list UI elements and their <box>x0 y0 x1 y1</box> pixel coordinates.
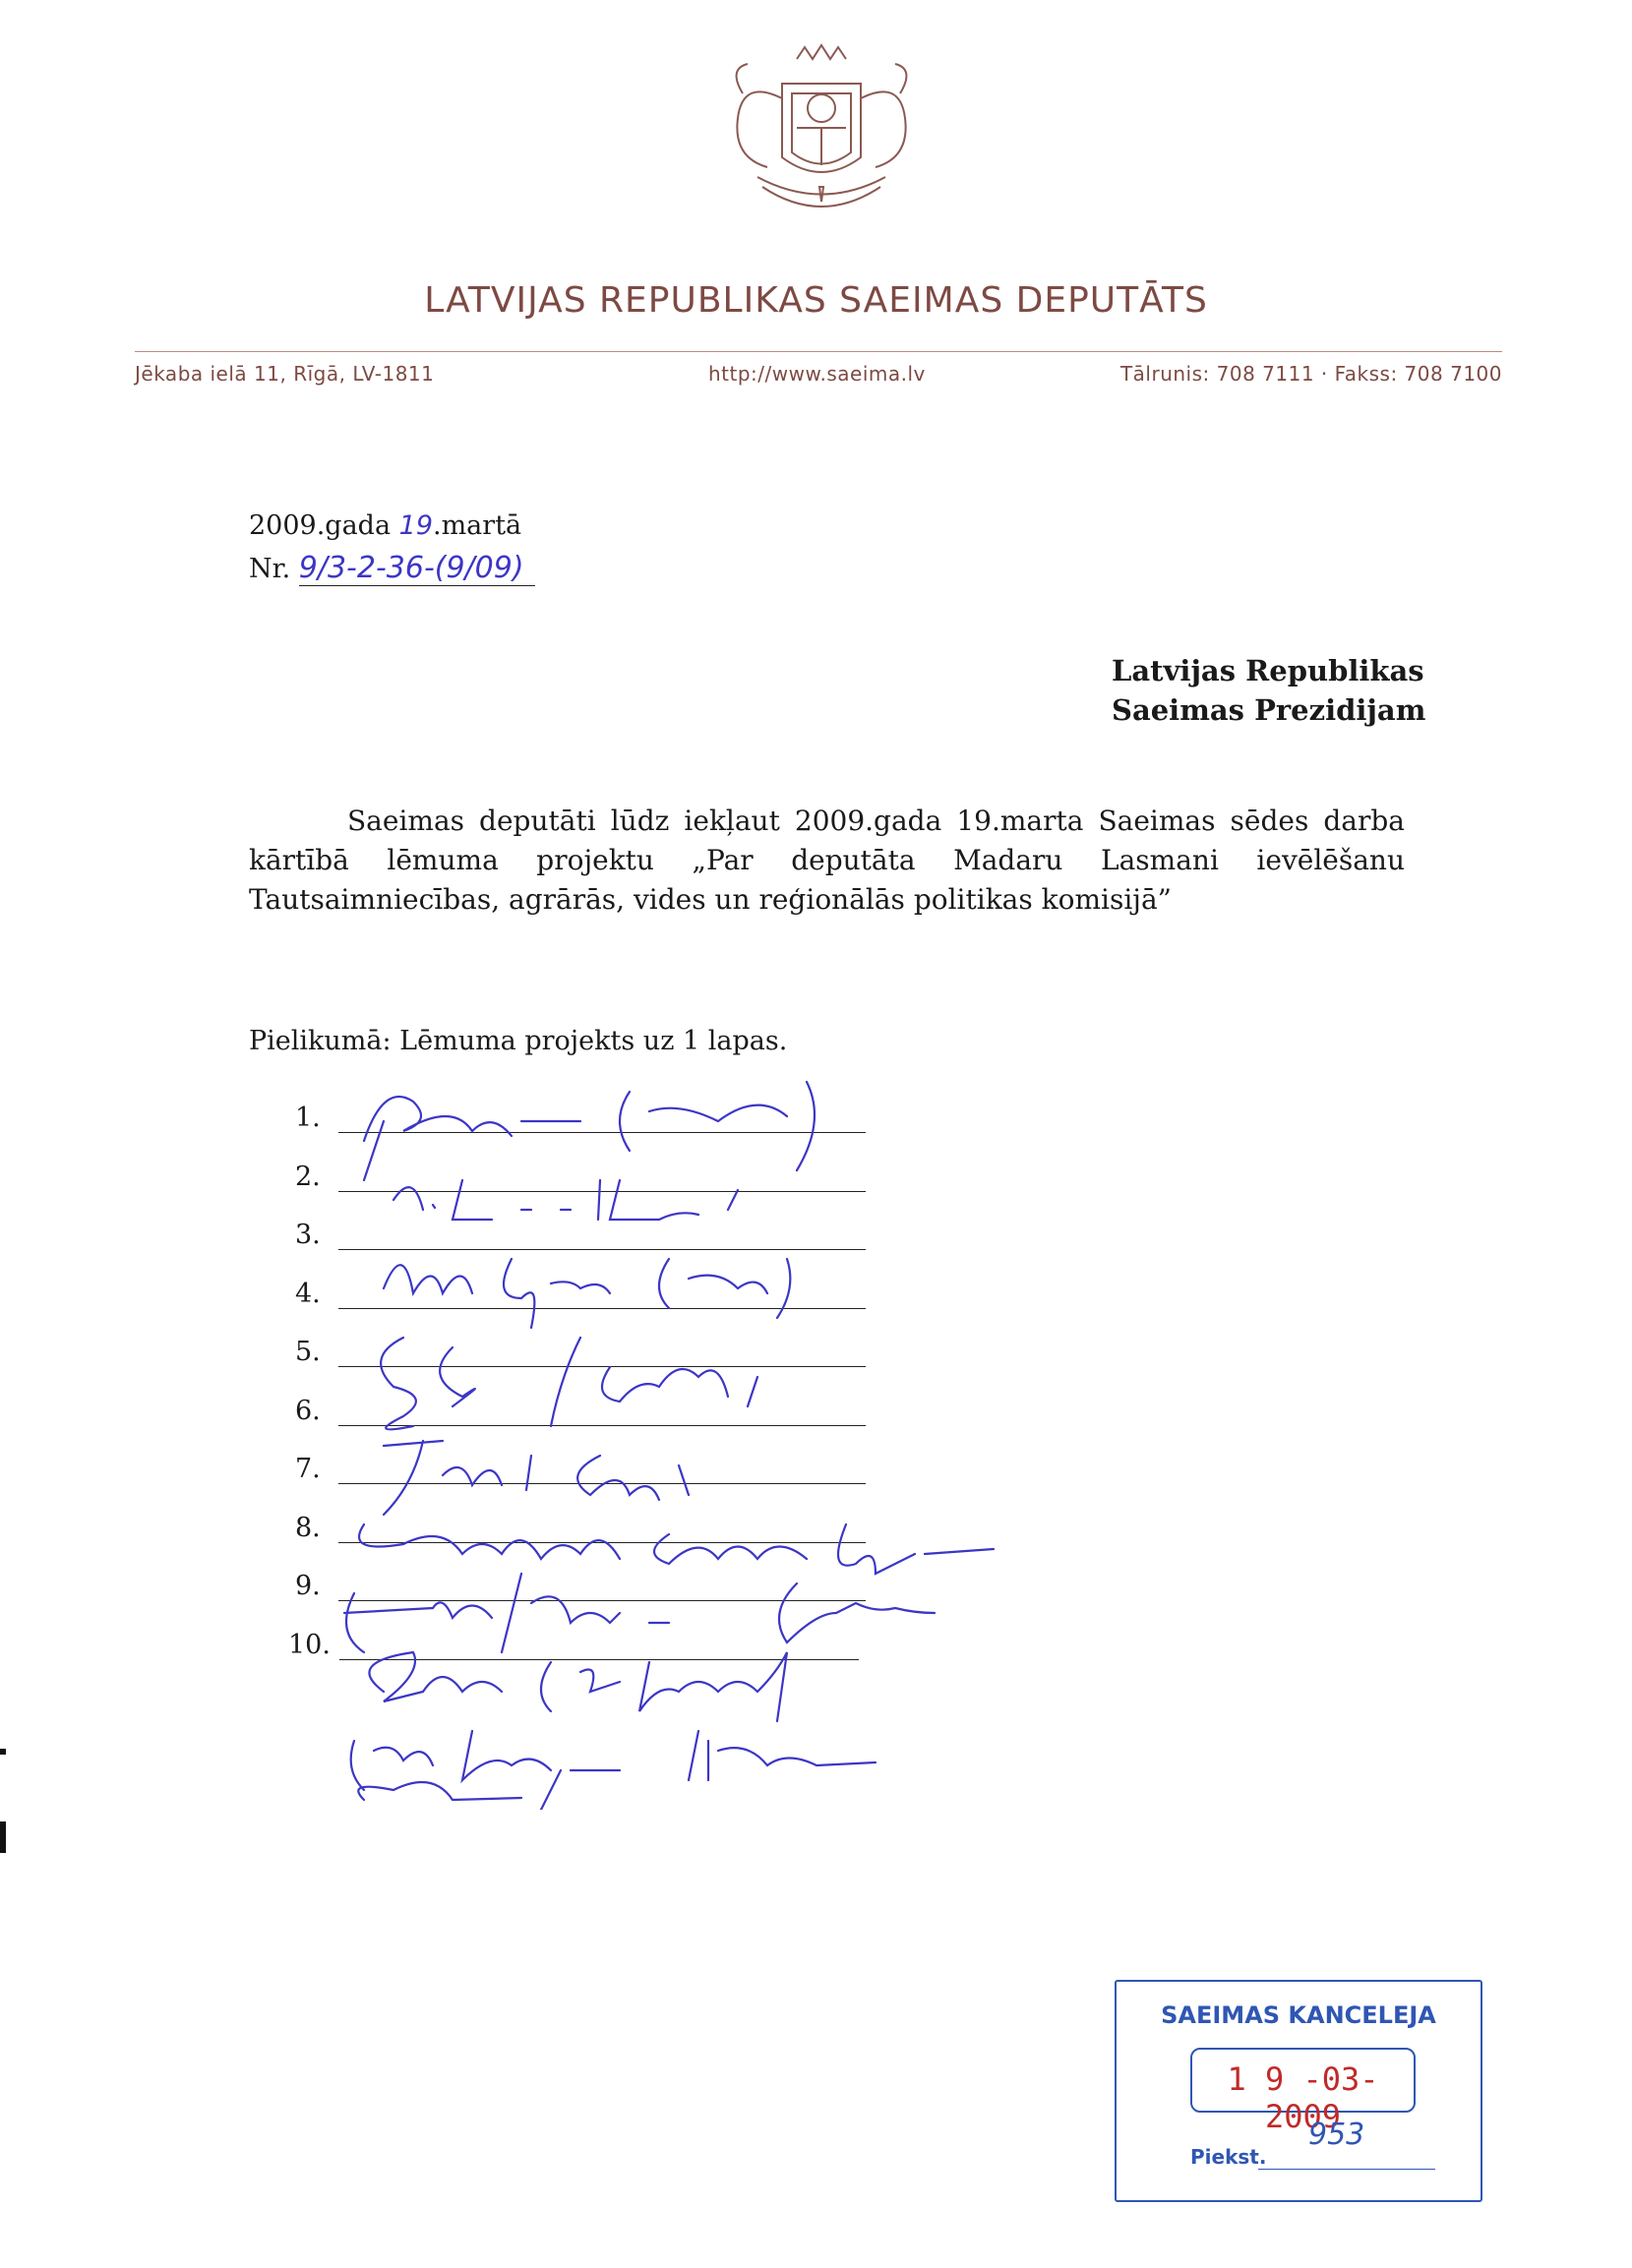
signature-number: 1. <box>295 1103 321 1133</box>
body-paragraph: Saeimas deputāti lūdz iekļaut 2009.gada 19.marta Saeimas sēdes darba kārtībā lēmuma projektu „Par deputāta Madaru Lasmani ievēlēšanu Tautsaimniecības, agrārās, vides un reģionālās politikas komisijā” <box>249 805 1405 916</box>
document-number <box>249 551 535 586</box>
coat-of-arms-emblem <box>703 39 939 236</box>
signature-number: 7. <box>295 1454 321 1484</box>
date-day-handwritten: 19 <box>398 510 433 541</box>
stamp-date: 1 9 -03- 2009 <box>1227 2060 1379 2135</box>
handwritten-signatures <box>325 1062 1161 1810</box>
date-prefix: 2009.gada <box>249 510 399 541</box>
addressee-line-2: Saeimas Prezidijam <box>1112 693 1426 727</box>
signature-number: 9. <box>295 1571 321 1601</box>
signature-number: 10. <box>288 1629 331 1660</box>
signature-number: 5. <box>295 1337 321 1367</box>
letterhead-address: Jēkaba ielā 11, Rīgā, LV-1811 <box>135 362 435 386</box>
scan-mark <box>0 1821 6 1853</box>
attachment-note: Pielikumā: Lēmuma projekts uz 1 lapas. <box>249 1026 788 1056</box>
date-suffix: .martā <box>433 510 522 541</box>
registry-stamp <box>1115 1980 1482 2202</box>
letterhead-website: http://www.saeima.lv <box>708 362 926 386</box>
scan-mark <box>0 1749 6 1755</box>
signature-number: 4. <box>295 1278 321 1309</box>
signature-number: 2. <box>295 1161 321 1192</box>
stamp-piekst-label: Piekst. <box>1190 2145 1267 2169</box>
signature-number: 6. <box>295 1395 321 1426</box>
letterhead-phone-fax: Tālrunis: 708 7111 · Fakss: 708 7100 <box>1119 362 1502 386</box>
addressee <box>1112 651 1425 730</box>
letterhead-title: LATVIJAS REPUBLIKAS SAEIMAS DEPUTĀTS <box>424 280 1208 321</box>
nr-label: Nr. <box>249 554 291 584</box>
stamp-piekst-line <box>1258 2169 1435 2170</box>
signature-number: 8. <box>295 1512 321 1543</box>
nr-value-handwritten: 9/3-2-36-(9/09) <box>299 551 535 586</box>
signature-number: 3. <box>295 1220 321 1250</box>
addressee-line-1: Latvijas Republikas <box>1112 654 1424 687</box>
stamp-number-handwritten: 953 <box>1308 2118 1365 2152</box>
letterhead-divider <box>135 351 1502 352</box>
document-date <box>249 510 521 541</box>
stamp-title: SAEIMAS KANCELEJA <box>1161 2001 1436 2029</box>
